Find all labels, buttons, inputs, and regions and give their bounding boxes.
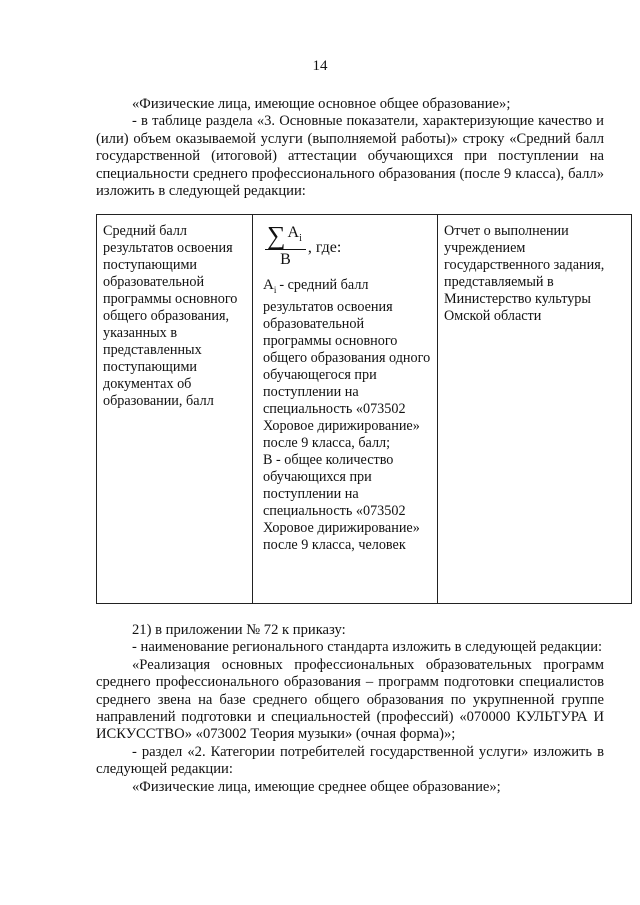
formula-definitions [259,277,431,554]
formula [265,220,431,269]
sigma-symbol: ∑ [267,220,286,250]
definition-b: B - общее количество обучающихся при поступлении на специальность «073502 Хоровое дирижирование» после 9 класса, человек [263,452,420,553]
after-block [96,622,604,796]
formula-fraction [265,220,306,269]
indicator-name: Средний балл результатов освоения поступающими образовательной программы основного общего образования, указанных в представленных поступающими документах об образовании, балл [103,223,238,409]
formula-numerator [265,220,306,250]
source-cell [438,215,632,604]
indicator-name-cell [97,215,253,604]
naming-paragraph: - наименование регионального стандарта изложить в следующей редакции: [132,639,603,656]
definition-a: $A_i$ - средний балл результатов освоения образовательной программы основного общего образования одного обучающегося при поступлении на специальность «073502 Хоровое дирижирование» после 9 класса, балл; [263,277,431,451]
formula-cell [253,215,438,604]
standard-name-quote: «Реализация основных профессиональных образовательных программ среднего профессионального образования – программ подготовки специалистов среднего звена на базе среднего общего образования по укрупненной группе направлений подготовки и специальностей (профессий) «070000 КУЛЬТУРА И ИСКУССТВО» «073002 Теория музыки» (очная форма)»; [96,656,604,743]
indicator-table [96,214,632,604]
section-paragraph: - раздел «2. Категории потребителей государственной услуги» изложить в следующей редакции: [96,743,604,778]
item-21: 21) в приложении № 72 к приказу: [132,622,346,638]
source-text: Отчет о выполнении учреждением государственного задания, представляемый в Министерство культуры Омской области [444,223,605,324]
last-line: «Физические лица, имеющие среднее общее образование»; [132,778,501,795]
intro-line-1: «Физические лица, имеющие основное общее образование»; [132,96,511,112]
numerator-variable: $A_i$ [287,223,302,245]
formula-suffix: , где: [307,238,342,256]
intro-paragraph: - в таблице раздела «3. Основные показатели, характеризующие качество и (или) объем оказываемой услуги (выполняемой работы)» строку «Средний балл государственной (итоговой) аттестации обучающихся при поступлении на специальности среднего профессионального образования (после 9 класса), балл» изложить в следующей редакции: [96,113,604,200]
formula-denominator: B [280,250,291,268]
intro-block [96,96,604,200]
table-row [97,215,632,604]
page-number: 14 [312,58,328,74]
